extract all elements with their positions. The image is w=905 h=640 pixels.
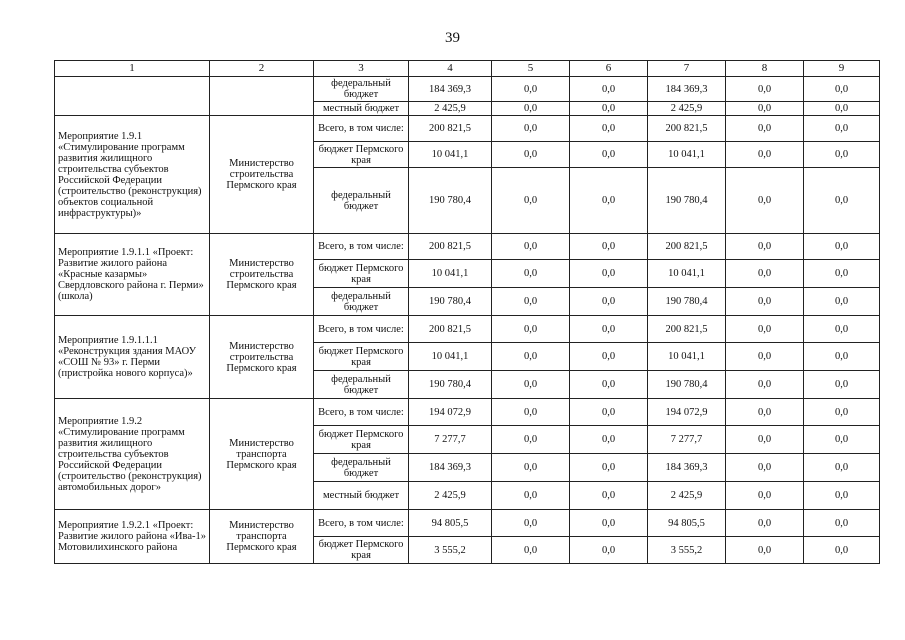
amount-cell: 0,0 <box>726 168 804 234</box>
amount-cell: 0,0 <box>726 116 804 142</box>
amount-cell: 0,0 <box>492 316 570 343</box>
amount-cell: 0,0 <box>570 426 648 454</box>
amount-cell: 2 425,9 <box>648 482 726 510</box>
amount-cell: 0,0 <box>492 426 570 454</box>
amount-cell: 0,0 <box>492 399 570 426</box>
amount-cell: 94 805,5 <box>409 510 492 537</box>
amount-cell: 0,0 <box>726 77 804 102</box>
amount-cell: 0,0 <box>804 454 880 482</box>
funding-source: Всего, в том числе: <box>314 234 409 260</box>
amount-cell: 0,0 <box>804 77 880 102</box>
amount-cell: 10 041,1 <box>648 142 726 168</box>
amount-cell: 0,0 <box>570 316 648 343</box>
amount-cell: 0,0 <box>726 426 804 454</box>
activity-name: Мероприятие 1.9.1.1.1 «Реконструкция здания МАОУ «СОШ № 93» г. Перми (пристройка нового корпуса)» <box>55 316 210 399</box>
amount-cell: 0,0 <box>804 316 880 343</box>
header-row <box>55 61 880 77</box>
funding-source: бюджет Пермского края <box>314 426 409 454</box>
amount-cell: 0,0 <box>804 116 880 142</box>
amount-cell: 0,0 <box>726 234 804 260</box>
responsible-executor: Министерство транспорта Пермского края <box>210 399 314 510</box>
amount-cell: 10 041,1 <box>409 343 492 371</box>
amount-cell: 0,0 <box>726 399 804 426</box>
amount-cell: 0,0 <box>726 102 804 116</box>
funding-source: Всего, в том числе: <box>314 399 409 426</box>
activity-name <box>55 77 210 116</box>
amount-cell: 0,0 <box>804 288 880 316</box>
amount-cell: 0,0 <box>492 142 570 168</box>
table-row <box>55 77 880 102</box>
amount-cell: 10 041,1 <box>409 260 492 288</box>
amount-cell: 0,0 <box>726 454 804 482</box>
amount-cell: 94 805,5 <box>648 510 726 537</box>
responsible-executor: Министерство строительства Пермского края <box>210 316 314 399</box>
amount-cell: 0,0 <box>492 168 570 234</box>
amount-cell: 200 821,5 <box>409 116 492 142</box>
amount-cell: 3 555,2 <box>648 537 726 564</box>
amount-cell: 0,0 <box>726 510 804 537</box>
amount-cell: 194 072,9 <box>648 399 726 426</box>
amount-cell: 0,0 <box>570 399 648 426</box>
amount-cell: 3 555,2 <box>409 537 492 564</box>
amount-cell: 0,0 <box>570 77 648 102</box>
amount-cell: 0,0 <box>492 343 570 371</box>
amount-cell: 0,0 <box>804 426 880 454</box>
amount-cell: 200 821,5 <box>409 316 492 343</box>
amount-cell: 0,0 <box>492 482 570 510</box>
amount-cell: 7 277,7 <box>409 426 492 454</box>
funding-source: местный бюджет <box>314 482 409 510</box>
amount-cell: 0,0 <box>492 234 570 260</box>
column-header: 3 <box>314 61 409 77</box>
column-header: 8 <box>726 61 804 77</box>
amount-cell: 0,0 <box>804 371 880 399</box>
amount-cell: 2 425,9 <box>409 102 492 116</box>
amount-cell: 0,0 <box>804 510 880 537</box>
amount-cell: 0,0 <box>804 260 880 288</box>
amount-cell: 0,0 <box>492 454 570 482</box>
amount-cell: 0,0 <box>492 102 570 116</box>
table-row <box>55 399 880 426</box>
funding-source: Всего, в том числе: <box>314 510 409 537</box>
amount-cell: 0,0 <box>492 288 570 316</box>
funding-source: федеральный бюджет <box>314 77 409 102</box>
amount-cell: 200 821,5 <box>648 116 726 142</box>
amount-cell: 190 780,4 <box>648 288 726 316</box>
amount-cell: 0,0 <box>492 537 570 564</box>
responsible-executor <box>210 77 314 116</box>
funding-source: Всего, в том числе: <box>314 316 409 343</box>
amount-cell: 0,0 <box>570 288 648 316</box>
amount-cell: 2 425,9 <box>648 102 726 116</box>
amount-cell: 2 425,9 <box>409 482 492 510</box>
amount-cell: 0,0 <box>804 168 880 234</box>
amount-cell: 0,0 <box>726 316 804 343</box>
amount-cell: 0,0 <box>726 371 804 399</box>
amount-cell: 190 780,4 <box>648 371 726 399</box>
amount-cell: 200 821,5 <box>648 234 726 260</box>
amount-cell: 10 041,1 <box>648 260 726 288</box>
column-header: 5 <box>492 61 570 77</box>
amount-cell: 184 369,3 <box>648 454 726 482</box>
amount-cell: 0,0 <box>804 343 880 371</box>
column-header: 6 <box>570 61 648 77</box>
column-header: 2 <box>210 61 314 77</box>
amount-cell: 190 780,4 <box>409 371 492 399</box>
column-header: 9 <box>804 61 880 77</box>
amount-cell: 0,0 <box>804 102 880 116</box>
amount-cell: 0,0 <box>804 142 880 168</box>
amount-cell: 0,0 <box>492 116 570 142</box>
column-header: 7 <box>648 61 726 77</box>
amount-cell: 0,0 <box>570 510 648 537</box>
amount-cell: 10 041,1 <box>648 343 726 371</box>
amount-cell: 0,0 <box>492 260 570 288</box>
funding-source: федеральный бюджет <box>314 454 409 482</box>
amount-cell: 0,0 <box>726 288 804 316</box>
responsible-executor: Министерство транспорта Пермского края <box>210 510 314 564</box>
amount-cell: 0,0 <box>570 234 648 260</box>
funding-source: бюджет Пермского края <box>314 142 409 168</box>
amount-cell: 194 072,9 <box>409 399 492 426</box>
amount-cell: 0,0 <box>570 371 648 399</box>
amount-cell: 0,0 <box>804 399 880 426</box>
funding-source: федеральный бюджет <box>314 168 409 234</box>
amount-cell: 0,0 <box>804 482 880 510</box>
amount-cell: 190 780,4 <box>648 168 726 234</box>
funding-source: федеральный бюджет <box>314 288 409 316</box>
activity-name: Мероприятие 1.9.1.1 «Проект: Развитие жилого района «Красные казармы» Свердловского района г. Перми» (школа) <box>55 234 210 316</box>
amount-cell: 0,0 <box>726 482 804 510</box>
amount-cell: 10 041,1 <box>409 142 492 168</box>
responsible-executor: Министерство строительства Пермского края <box>210 234 314 316</box>
amount-cell: 190 780,4 <box>409 168 492 234</box>
amount-cell: 0,0 <box>570 482 648 510</box>
page-number: 39 <box>445 30 460 46</box>
amount-cell: 200 821,5 <box>409 234 492 260</box>
amount-cell: 0,0 <box>570 142 648 168</box>
budget-table <box>54 60 880 564</box>
column-header: 4 <box>409 61 492 77</box>
amount-cell: 0,0 <box>492 371 570 399</box>
amount-cell: 0,0 <box>492 510 570 537</box>
amount-cell: 184 369,3 <box>409 454 492 482</box>
amount-cell: 0,0 <box>570 343 648 371</box>
amount-cell: 0,0 <box>570 102 648 116</box>
amount-cell: 0,0 <box>570 537 648 564</box>
activity-name: Мероприятие 1.9.1 «Стимулирование программ развития жилищного строительства субъектов Российской Федерации (строительство (реконструкция) объектов социальной инфраструктуры)» <box>55 116 210 234</box>
amount-cell: 200 821,5 <box>648 316 726 343</box>
amount-cell: 184 369,3 <box>648 77 726 102</box>
funding-source: бюджет Пермского края <box>314 260 409 288</box>
column-header: 1 <box>55 61 210 77</box>
amount-cell: 0,0 <box>726 142 804 168</box>
amount-cell: 184 369,3 <box>409 77 492 102</box>
funding-source: бюджет Пермского края <box>314 537 409 564</box>
amount-cell: 0,0 <box>726 260 804 288</box>
activity-name: Мероприятие 1.9.2 «Стимулирование программ развития жилищного строительства субъектов Российской Федерации (строительство (реконструкция) автомобильных дорог» <box>55 399 210 510</box>
funding-source: Всего, в том числе: <box>314 116 409 142</box>
amount-cell: 0,0 <box>570 116 648 142</box>
amount-cell: 7 277,7 <box>648 426 726 454</box>
table-row <box>55 116 880 142</box>
funding-source: бюджет Пермского края <box>314 343 409 371</box>
table-row <box>55 510 880 537</box>
amount-cell: 0,0 <box>726 343 804 371</box>
table-row <box>55 234 880 260</box>
amount-cell: 0,0 <box>570 454 648 482</box>
responsible-executor: Министерство строительства Пермского края <box>210 116 314 234</box>
activity-name: Мероприятие 1.9.2.1 «Проект: Развитие жилого района «Ива-1» Мотовилихинского района <box>55 510 210 564</box>
table-row <box>55 316 880 343</box>
funding-source: федеральный бюджет <box>314 371 409 399</box>
amount-cell: 0,0 <box>570 260 648 288</box>
funding-source: местный бюджет <box>314 102 409 116</box>
amount-cell: 0,0 <box>570 168 648 234</box>
amount-cell: 0,0 <box>804 234 880 260</box>
amount-cell: 0,0 <box>804 537 880 564</box>
amount-cell: 0,0 <box>726 537 804 564</box>
amount-cell: 190 780,4 <box>409 288 492 316</box>
amount-cell: 0,0 <box>492 77 570 102</box>
